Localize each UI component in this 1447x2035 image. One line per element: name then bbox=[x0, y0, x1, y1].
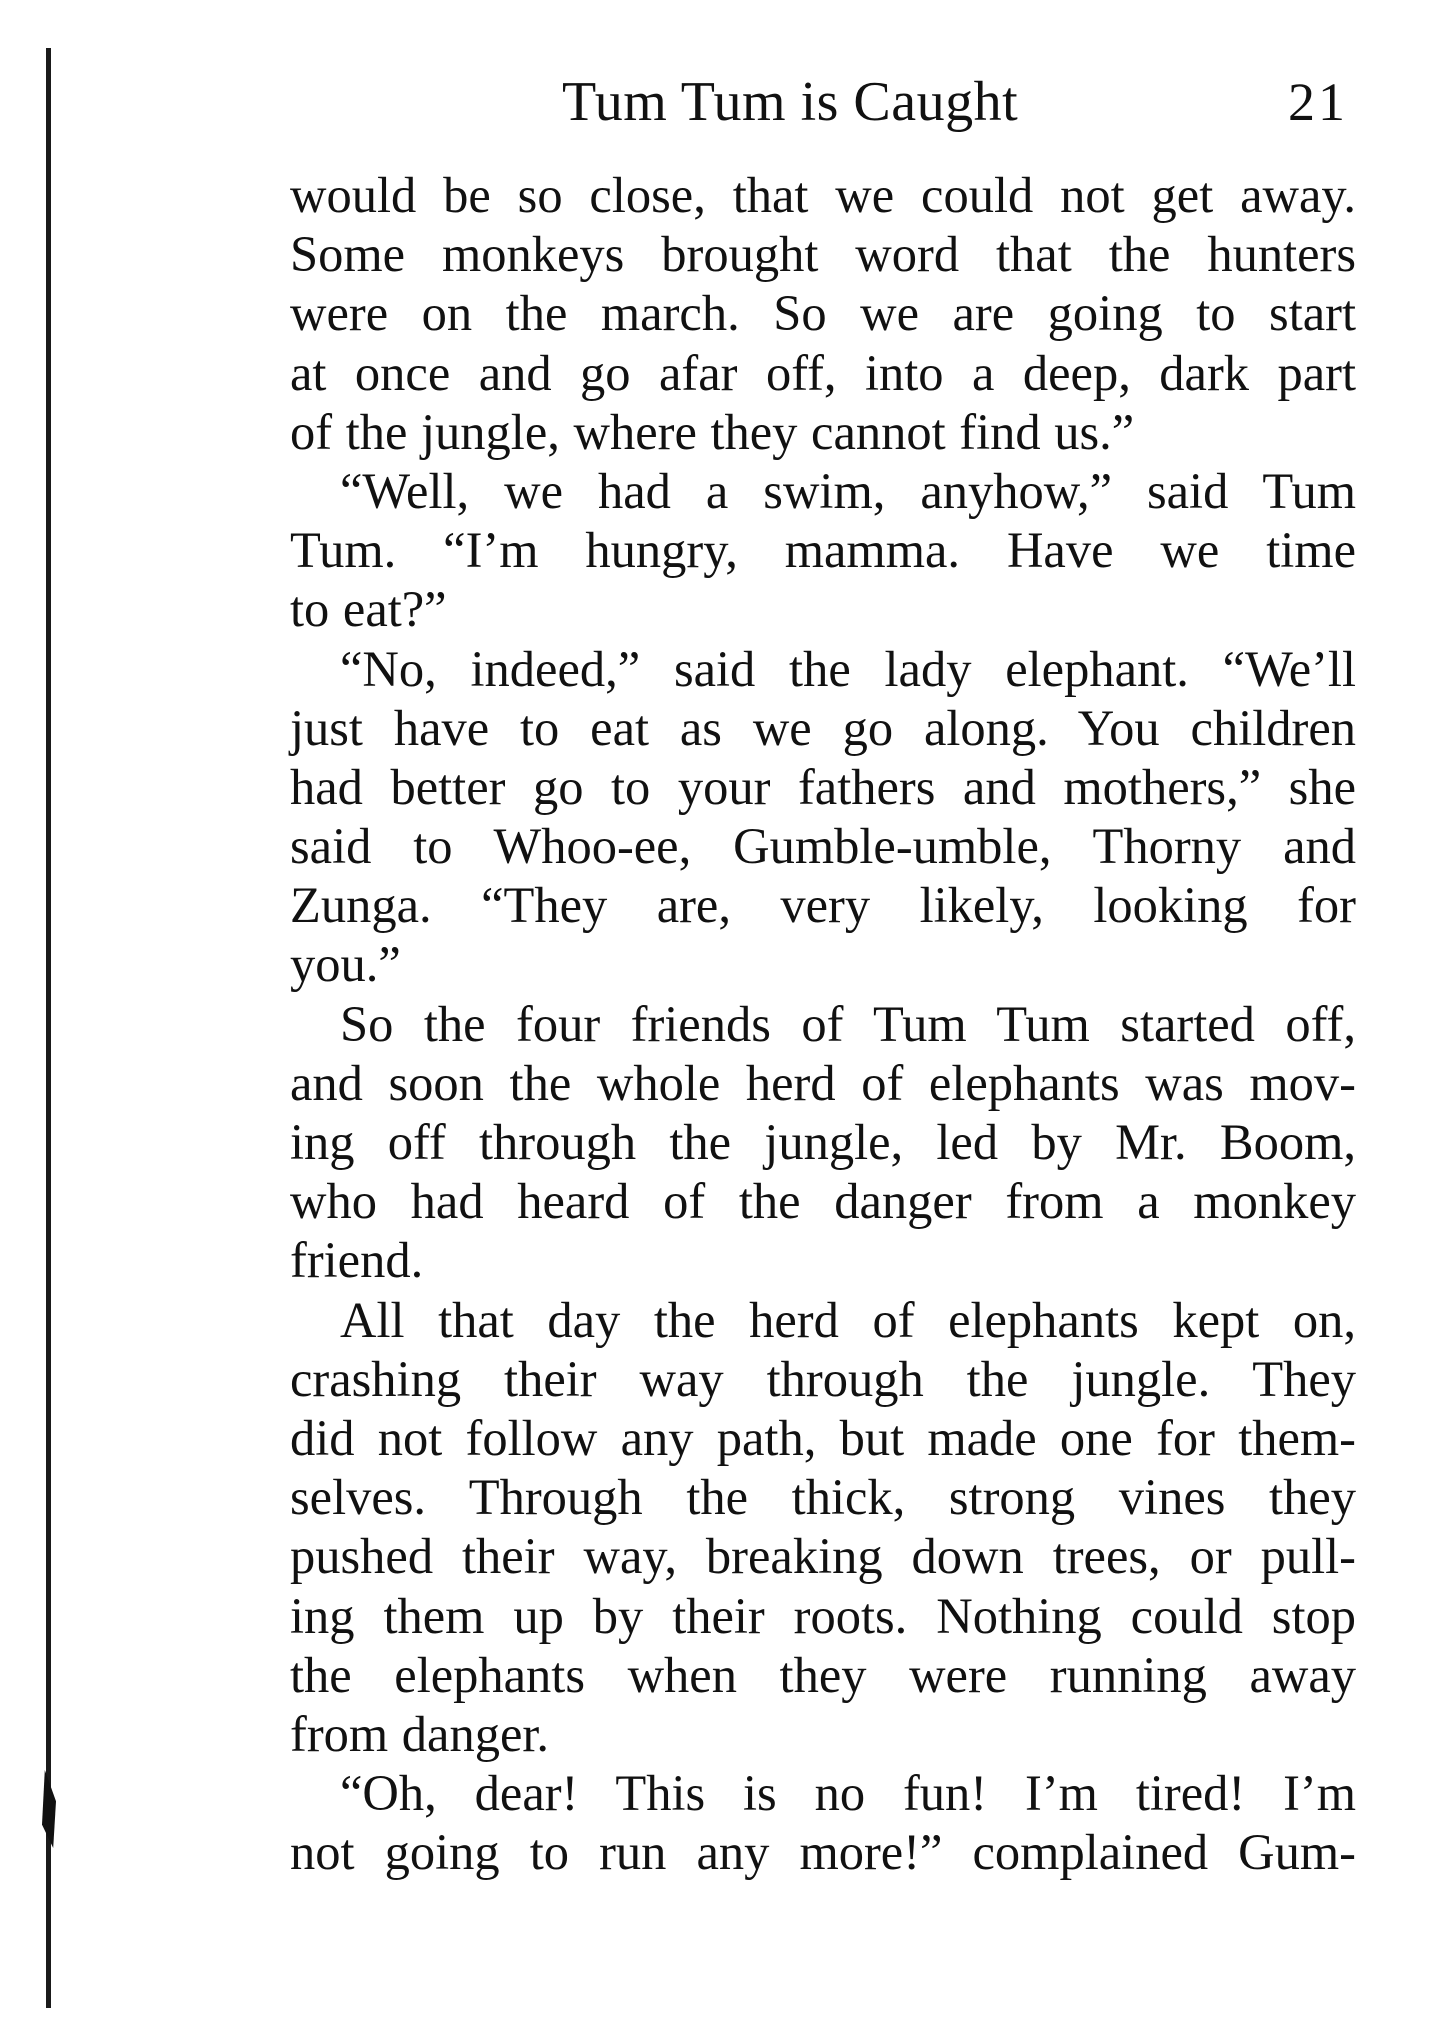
page-number: 21 bbox=[1288, 72, 1348, 132]
text-line: selves. Through the thick, strong vines they bbox=[290, 1469, 1356, 1526]
text-line: pushed their way, breaking down trees, or pull- bbox=[290, 1528, 1356, 1585]
text-line: So the four friends of Tum Tum started off, bbox=[340, 995, 1356, 1052]
text-line: said to Whoo-ee, Gumble-umble, Thorny and bbox=[290, 818, 1356, 875]
text-line: ing off through the jungle, led by Mr. Boom, bbox=[290, 1114, 1356, 1170]
paragraph-3 bbox=[290, 640, 1356, 995]
text-line: the elephants when they were running away bbox=[290, 1646, 1356, 1703]
text-line: of the jungle, where they cannot find us.” bbox=[290, 403, 1135, 460]
text-line: not going to run any more!” complained Gum- bbox=[290, 1824, 1356, 1881]
text-line: you.” bbox=[290, 936, 401, 993]
text-line: would be so close, that we could not get away. bbox=[290, 167, 1356, 223]
text-line: “No, indeed,” said the lady elephant. “We’ll bbox=[340, 640, 1356, 697]
text-line: just have to eat as we go along. You children bbox=[290, 699, 1356, 756]
text-line: Some monkeys brought word that the hunters bbox=[290, 226, 1356, 283]
text-line: crashing their way through the jungle. They bbox=[290, 1350, 1356, 1407]
text-line: friend. bbox=[290, 1232, 424, 1289]
paragraph-5 bbox=[290, 1291, 1356, 1765]
text-line: did not follow any path, but made one for them- bbox=[290, 1409, 1356, 1466]
text-line: who had heard of the danger from a monkey bbox=[290, 1173, 1356, 1230]
body-text bbox=[290, 166, 1356, 1882]
running-title: Tum Tum is Caught bbox=[562, 71, 1019, 133]
text-line: Zunga. “They are, very likely, looking for bbox=[290, 877, 1356, 934]
text-line: at once and go afar off, into a deep, dark part bbox=[290, 344, 1356, 401]
text-line: ing them up by their roots. Nothing could stop bbox=[290, 1587, 1356, 1644]
text-line: Tum. “I’m hungry, mamma. Have we time bbox=[290, 522, 1356, 579]
text-line: “Well, we had a swim, anyhow,” said Tum bbox=[340, 462, 1356, 519]
text-line: were on the march. So we are going to start bbox=[290, 285, 1356, 342]
paragraph-2 bbox=[290, 462, 1356, 640]
page-binding-edge bbox=[46, 48, 51, 2008]
text-line: “Oh, dear! This is no fun! I’m tired! I’m bbox=[340, 1765, 1356, 1822]
paragraph-4 bbox=[290, 995, 1356, 1291]
running-head bbox=[290, 66, 1356, 138]
text-line: All that day the herd of elephants kept on, bbox=[340, 1291, 1356, 1348]
paragraph-6 bbox=[290, 1764, 1356, 1882]
text-line: and soon the whole herd of elephants was mov- bbox=[290, 1054, 1356, 1111]
paragraph-1 bbox=[290, 166, 1356, 462]
text-line: from danger. bbox=[290, 1705, 550, 1762]
text-line: had better go to your fathers and mothers,” she bbox=[290, 758, 1356, 815]
text-line: to eat?” bbox=[290, 581, 447, 638]
